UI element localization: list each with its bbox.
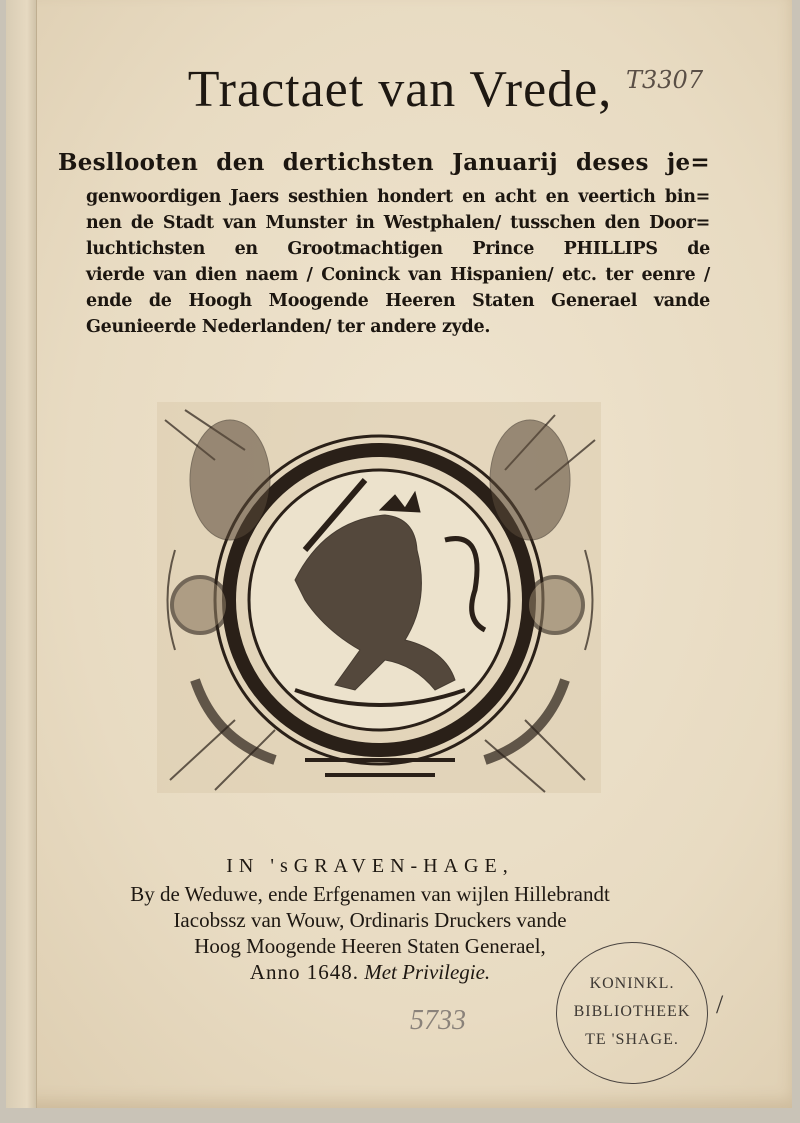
pen-mark: / (716, 990, 724, 1019)
subtitle-line: nen de Stadt van Munster in Westphalen/ tusschen den Door= (86, 213, 710, 233)
subtitle-line: vierde van dien naem / Coninck van Hispanien/ etc. ter eenre / (86, 265, 710, 285)
imprint-line: Hoog Moogende Heeren Staten Generael, (194, 934, 546, 958)
imprint-privilege: Met Privilegie. (364, 960, 491, 984)
subtitle-line: Geunieerde Nederlanden/ ter andere zyde. (86, 317, 491, 337)
subtitle-line: Besllooten den dertichsten Januarij deses je= (58, 149, 710, 176)
subtitle-line: ende de Hoogh Moogende Heeren Staten Generael vande (86, 291, 710, 311)
page-title: Tractaet van Vrede, (187, 61, 613, 118)
woodcut-lion-emblem (155, 400, 603, 795)
stamp-line: TE 'SHAGE. (585, 1031, 679, 1048)
imprint-year: Anno 1648. (249, 960, 359, 984)
subtitle-line: genwoordigen Jaers sesthien hondert en acht en veertich bin= (86, 187, 710, 207)
library-stamp (556, 942, 708, 1084)
stamp-line: BIBLIOTHEEK (573, 1003, 691, 1020)
subtitle-line: luchtichsten en Grootmachtigen Prince PHILLIPS de (86, 239, 710, 259)
imprint-place: IN 'sGRAVEN-HAGE, (226, 855, 514, 877)
imprint-line: Iacobssz van Wouw, Ordinaris Druckers vande (173, 908, 567, 932)
handwritten-catalog-number: T3307 (626, 66, 704, 94)
stamp-line: KONINKL. (589, 975, 675, 992)
handwritten-shelfmark: 5733 (410, 1005, 466, 1036)
imprint-line: By de Weduwe, ende Erfgenamen van wijlen Hillebrandt (130, 882, 610, 906)
